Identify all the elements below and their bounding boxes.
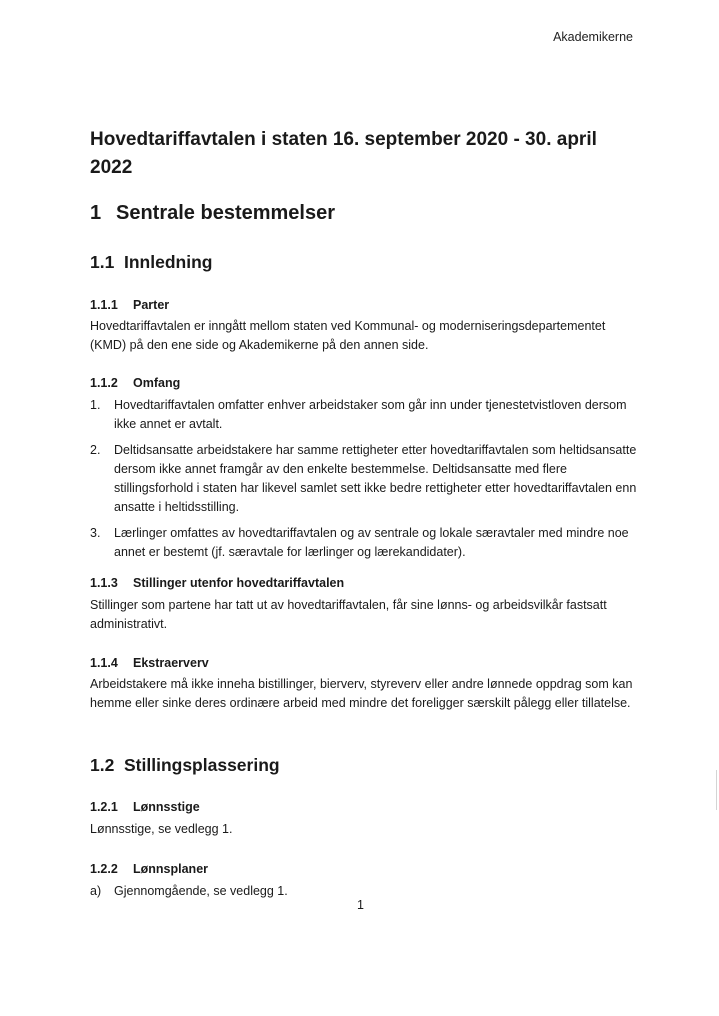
page-number: 1 (357, 898, 364, 912)
list-item-text: Gjennomgående, se vedlegg 1. (114, 884, 288, 898)
subsection-heading-omfang (90, 376, 180, 390)
chapter-number: 1 (90, 202, 102, 224)
subsection-heading-lonnsplaner (90, 862, 208, 876)
subsection-title: Lønnsplaner (133, 862, 209, 876)
subsection-title: Stillinger utenfor hovedtariffavtalen (133, 576, 345, 590)
subsection-heading-stillinger (90, 576, 344, 590)
subsection-title: Parter (133, 298, 170, 312)
ekstraerverv-paragraph: Arbeidstakere må ikke inneha bistillinger, bierverv, styreverv eller andre lønnede oppdrag som kan hemme eller sinke deres ordinære arbeid med mindre det foreligger særskilt pålegg eller tillatelse. (90, 677, 633, 710)
subsection-heading-parter (90, 298, 169, 312)
list-marker: 3. (90, 526, 101, 540)
list-marker: a) (90, 884, 102, 898)
subsection-title: Omfang (133, 376, 181, 390)
subsection-title: Lønnsstige (133, 800, 200, 814)
parter-paragraph: Hovedtariffavtalen er inngått mellom staten ved Kommunal- og moderniseringsdepartementet (KMD) på den ene side og Akademikerne på den annen side. (90, 319, 606, 352)
section-heading-1-2 (90, 755, 280, 776)
chapter-heading (90, 202, 335, 225)
subsection-number: 1.1.2 (90, 376, 118, 390)
scan-edge-mark (716, 770, 717, 810)
list-item (90, 441, 638, 517)
subsection-heading-ekstraerverv (90, 656, 209, 670)
list-item (90, 396, 638, 434)
list-item-text: Deltidsansatte arbeidstakere har samme rettigheter etter hovedtariffavtalen som heltidsansatte dersom ikke annet framgår av den enkelte bestemmelse. Deltidsansatte med flere stillingsforhold i staten har likevel samlet sett ikke bedre rettigheter etter hovedtariffavtalen enn ansatte i heltidsstilling. (114, 443, 637, 514)
list-item-text: Hovedtariffavtalen omfatter enhver arbeidstaker som går inn under tjenestetvistloven dersom ikke annet er avtalt. (114, 398, 627, 431)
chapter-title: Sentrale bestemmelser (116, 202, 336, 224)
subsection-number: 1.2.2 (90, 862, 118, 876)
subsection-number: 1.1.4 (90, 656, 118, 670)
section-title: Stillingsplassering (124, 755, 280, 775)
list-item (90, 524, 638, 562)
subsection-number: 1.1.3 (90, 576, 118, 590)
list-item-text: Lærlinger omfattes av hovedtariffavtalen og av sentrale og lokale særavtaler med mindre noe annet er bestemt (jf. særavtale for lærlinger og lærekandidater). (114, 526, 629, 559)
document-title: Hovedtariffavtalen i staten 16. september 2020 - 30. april 2022 (90, 129, 597, 178)
subsection-number: 1.2.1 (90, 800, 118, 814)
section-heading-1-1 (90, 252, 212, 273)
list-item (90, 882, 638, 901)
omfang-list (90, 396, 638, 562)
subsection-title: Ekstraerverv (133, 656, 209, 670)
section-number: 1.1 (90, 252, 115, 272)
lonnsplaner-list (90, 882, 638, 901)
subsection-number: 1.1.1 (90, 298, 118, 312)
list-marker: 1. (90, 398, 101, 412)
list-marker: 2. (90, 443, 101, 457)
section-number: 1.2 (90, 755, 115, 775)
page-header-organization: Akademikerne (553, 30, 633, 44)
stillinger-paragraph: Stillinger som partene har tatt ut av hovedtariffavtalen, får sine lønns- og arbeidsvilkår fastsatt administrativt. (90, 598, 607, 631)
subsection-heading-lonnsstige (90, 800, 200, 814)
lonnsstige-paragraph: Lønnsstige, se vedlegg 1. (90, 822, 233, 836)
section-title: Innledning (124, 252, 213, 272)
